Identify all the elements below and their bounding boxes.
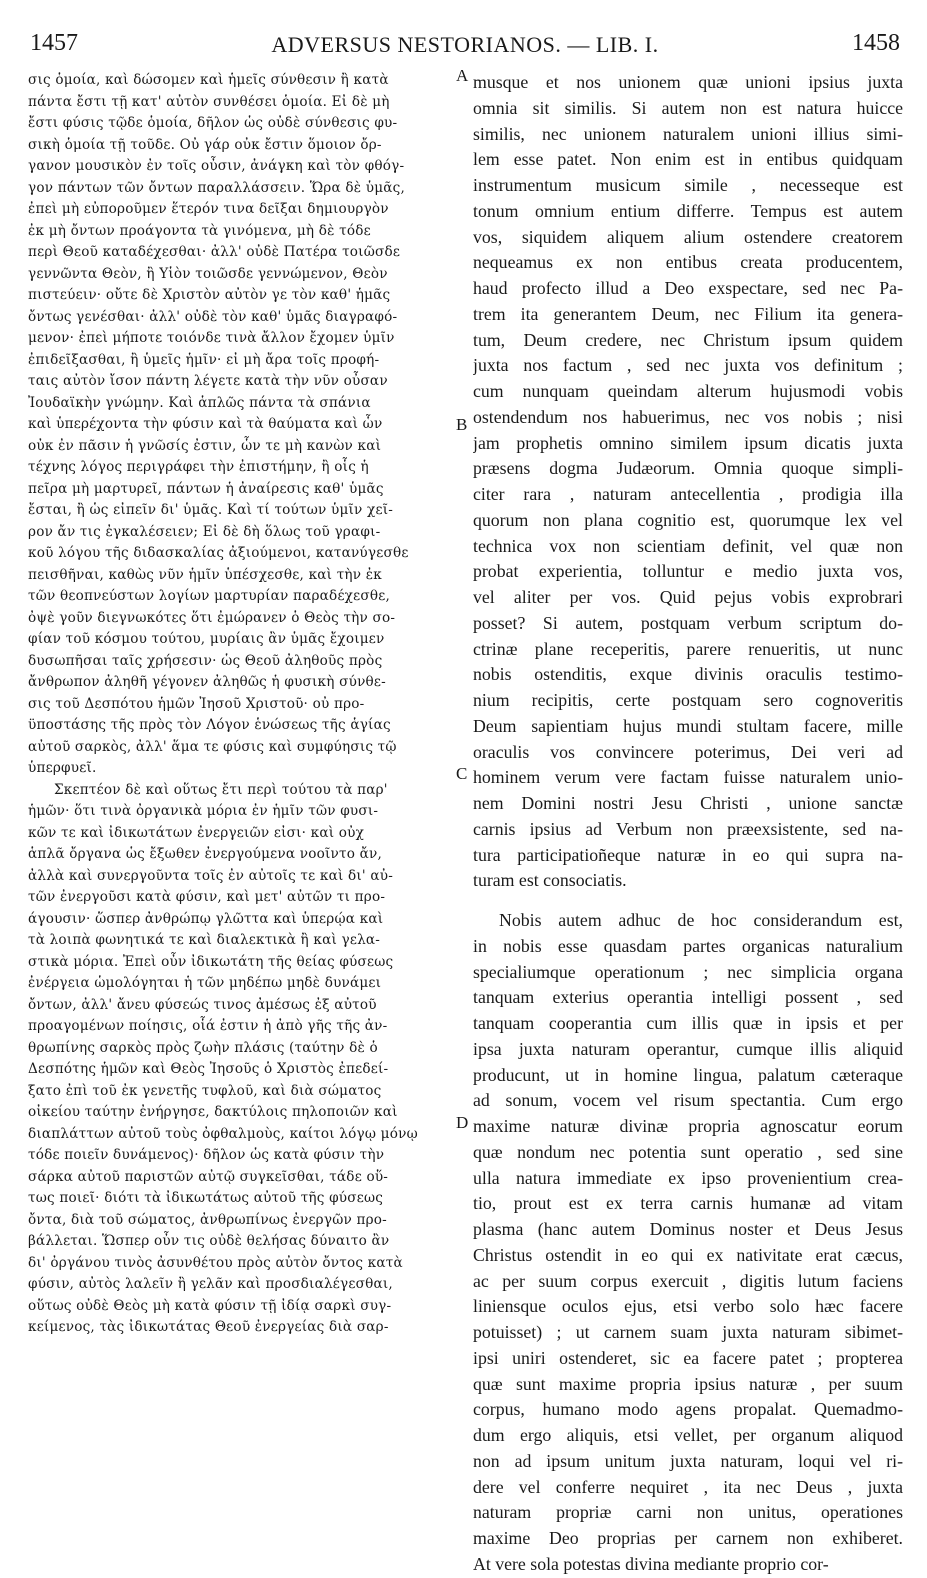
latin-text-line: vel aliter per vos. Quid pejus vobis exprobrari (473, 587, 903, 607)
running-title: ADVERSUS NESTORIANOS. — LIB. I. (271, 32, 659, 57)
greek-text-line: γεννῶντα Θεὸν, ἢ Υἱὸν τοιῶσδε γεννώμενον, Θεὸν (28, 265, 388, 282)
latin-text-line: præsens dogma Judæorum. Omnia quoque simpli- (473, 458, 903, 479)
greek-text-line: πεισθῆναι, καθὼς νῦν ἡμῖν ὑπέσχεσθε, καὶ τὴν ἐκ (28, 566, 382, 583)
greek-column (28, 70, 452, 1339)
greek-text-line: μενον· ἐπεὶ μήποτε τοιόνδε τινὰ ἄλλον ἔχομεν ὑμῖν (28, 330, 395, 346)
latin-text-line: probat experientia, tolluntur e medio juxta vos, (473, 561, 903, 582)
greek-text-line: γον πάντων τῶν ὄντων παραλλάσσειν. Ὥρα δὲ ὑμᾶς, (28, 179, 405, 196)
latin-text-line: nobis ostenditis, exque divinis oraculis testimo- (473, 664, 903, 685)
section-marker-d: D (456, 1113, 469, 1132)
greek-text-line: τως ποιεῖ· διότι τὰ ἰδικωτάτως αὐτοῦ τῆς φύσεως (28, 1190, 384, 1206)
greek-text-line: φύσιν, αὐτὸς λαλεῖν ἢ γελᾶν καὶ προσδιαλέγεσθαι, (28, 1276, 393, 1292)
latin-text-line: tum, Deum credere, nec Christum ipsum quidem (473, 329, 903, 350)
greek-text-line: ἀλλὰ καὶ συνεργοῦντα τοῖς ἐν αὐτοῖς τε καὶ δι' αὐ- (28, 867, 394, 884)
greek-text-line: ξατο ἐπὶ τοῦ ἐκ γενετῆς τυφλοῦ, καὶ διὰ σώματος (28, 1082, 382, 1099)
greek-text-line: θρωπίνης σαρκὸς πρὸς ζωὴν πλάσις (ταύτην δὲ ὁ (28, 1039, 378, 1056)
latin-text-line: quorum non plana cognitio est, quorumque lex vel (473, 509, 903, 530)
greek-text-line: ὄντων, ἀλλ' ἄνευ φύσεώς τινος ἀμέσως ἐξ αὐτοῦ (28, 996, 377, 1013)
latin-text-line: tio, prout est ex terra carnis humanæ ad vitam (473, 1193, 903, 1214)
latin-text-line: ac per suum corpus exercuit , digitis lutum faciens (473, 1270, 903, 1291)
latin-text-line: ipsa juxta naturam operantur, cumque illis aliquid (473, 1038, 903, 1059)
latin-text-line: lem esse patet. Non enim est in entibus quidquam (473, 149, 903, 170)
greek-text-line: γανον μουσικὸν ἐν τοῖς οὖσιν, ἀνάγκη καὶ τὸν φθόγ- (28, 158, 405, 174)
greek-text-line: ἁπλᾶ ὄργανα ὡς ἔξωθεν ἐνεργούμενα νοοῖντο ἄν, (28, 846, 382, 862)
latin-text-line: maxime Deo proprias per carnem non exhiberet. (473, 1528, 903, 1548)
latin-text-line: in nobis esse quasdam partes organicas naturalium (473, 935, 903, 956)
latin-text-line: turam est consociatis. (473, 870, 627, 891)
latin-text-line: Nobis autem adhuc de hoc considerandum est, (499, 910, 903, 930)
latin-text-line: ipsi uniri ostenderet, sic ea facere patet ; propterea (473, 1347, 903, 1368)
latin-text-line: liniensque oculos ejus, etsi verbo solo hæc facere (473, 1296, 903, 1317)
greek-text-line: δυσωπῆσαι ταῖς χρήσεσιν· ὡς Θεοῦ ἀληθοῦς πρὸς (28, 652, 383, 669)
latin-text-line: instrumentum musicum simile , necesseque est (473, 175, 903, 195)
greek-text-line: βάλλεται. Ὥσπερ οὖν τις οὐδὲ θελήσας δύναιτο ἂν (28, 1233, 390, 1249)
page-number-left: 1457 (30, 30, 78, 56)
latin-text-line: citer rara , naturam antecellentia , prodigia illa (473, 484, 903, 504)
greek-text-line: Δεσπότης ἡμῶν καὶ Θεὸς Ἰησοῦς ὁ Χριστὸς ἐπεδεί- (28, 1061, 389, 1077)
greek-text-line: Σκεπτέον δὲ καὶ οὕτως ἔτι περὶ τούτου τὰ παρ' (54, 781, 388, 798)
latin-text-line: juxta nos factum , sed nec juxta vos definitum ; (473, 355, 903, 376)
latin-text-line: ad sonum, vocem vel risum spectantia. Cum ergo (473, 1090, 903, 1111)
greek-text-line: σις τοῦ Δεσπότου ἡμῶν Ἰησοῦ Χριστοῦ· οὐ προ- (28, 695, 365, 712)
latin-text-line: non ad ipsum unitum juxta naturam, loqui vel ri- (473, 1450, 903, 1471)
greek-text-line: οὕτως οὐδὲ Θεὸς μὴ κατὰ φύσιν τῇ ἰδίᾳ σαρκὶ συγ- (28, 1297, 392, 1314)
latin-text-line: nem Domini nostri Jesu Christi , unione sanctæ (473, 793, 903, 813)
greek-text-line: τόδε ποιεῖν δυνάμενος)· δῆλον ὡς κατὰ φύσιν τὴν (28, 1147, 385, 1163)
greek-text-line: πάντα ἔστι τῇ κατ' αὐτὸν συνθέσει ὁμοία. Εἰ δὲ μὴ (28, 93, 390, 110)
greek-text-line: πεῖρα μὴ μαρτυρεῖ, πάντων ἡ ἀναίρεσις καθ' ὑμᾶς (28, 480, 384, 497)
section-marker-b: B (456, 415, 468, 434)
latin-text-line: similis, nec unionem naturalem unioni illius simi- (473, 123, 903, 144)
greek-text-line: τέχνης λόγος περιγράφει τὴν ἐπιστήμην, ἢ οἷς ἡ (28, 459, 369, 475)
greek-text-line: ἔστι φύσις τῷδε ὁμοία, δῆλον ὡς οὐδὲ σύνθεσις φυ- (28, 115, 398, 131)
latin-text-line: Christus ostendit in eo qui ex nativitate erat cæcus, (473, 1244, 903, 1265)
latin-text-line: vos, siquidem aliquem alium ostendere creatorem (473, 226, 903, 247)
greek-text-line: σάρκα αὐτοῦ παριστῶν αὐτῷ συγκεῖσθαι, τάδε οὕ- (28, 1168, 389, 1185)
latin-text-line: haud profecto illud a Deo exspectare, sed nec Pa- (473, 278, 903, 298)
latin-text-line: carnis ipsius ad Verbum non præexsistente, sed na- (473, 818, 903, 839)
greek-text-line: κῶν τε καὶ ἰδικωτάτων ἐνεργειῶν εἰσι· καὶ οὐχ (28, 824, 365, 841)
latin-text-line: naturam propriæ carni non unitus, operationes (473, 1502, 903, 1523)
latin-text-line: jam prophetis omnino similem ipsum dicatis juxta (473, 432, 903, 453)
greek-text-line: κοῦ λόγου τῆς διδασκαλίας ἀξιούμενοι, κατανύγεσθε (28, 545, 409, 561)
latin-text-line: ctrinæ plane receperitis, parere renueritis, ut nunc (473, 638, 903, 659)
greek-text-line: προαγομένων ποίησις, οἷά ἐστιν ἡ ἀπὸ γῆς τῆς ἀν- (28, 1018, 388, 1034)
latin-text-line: At vere sola potestas divina mediante proprio cor- (473, 1553, 829, 1574)
latin-text-line: nequeamus ex non entibus creata producentem, (473, 252, 903, 273)
latin-text-line: potuisset) ; ut carnem suam juxta naturam sibimet- (473, 1322, 903, 1342)
latin-text-line: Deum sapientiam hujus mundi stultam facere, mille (473, 715, 903, 736)
greek-text-line: ὄντα, διὰ τοῦ σώματος, ἀνθρωπίνως ἐνεργῶν προ- (28, 1211, 387, 1228)
greek-text-line: ἐνέργεια ὡμολόγηται ἡ τῶν μηδέπω μηδὲ δυνάμει (28, 975, 382, 991)
greek-text-line: ἐκ μὴ ὄντων προάγοντα τὰ γινόμενα, μὴ δὲ τόδε (28, 222, 371, 239)
greek-text-line: ἐπεὶ μὴ εὐποροῦμεν ἕτερόν τινα δεῖξαι δημιουργὸν (28, 201, 389, 217)
latin-text-line: corpus, humano modo agens propalat. Quemadmo- (473, 1399, 903, 1420)
page-number-right: 1458 (852, 30, 900, 56)
latin-text-line: tanquam exterius operantia intelligi possent , sed (473, 987, 903, 1008)
latin-text-line: posset? Si autem, postquam verbum scriptum do- (473, 612, 903, 633)
greek-text-line: ϋποστάσης τῆς πρὸς τὸν Λόγον ἑνώσεως τῆς ἁγίας (28, 717, 391, 733)
greek-text-line: σικὴ ὁμοία τῇ τοῦδε. Οὐ γάρ οὐκ ἔστιν ὅμοιον ὄρ- (28, 136, 382, 153)
greek-text-line: Ἰουδαϊκὴν γνώμην. Καὶ ἁπλῶς πάντα τὰ σπάνια (28, 394, 371, 411)
greek-text-line: οὐκ ἐν πᾶσιν ἡ γνῶσίς ἐστιν, ὧν τε μὴ κανὼν καὶ (28, 437, 382, 454)
section-marker-c: C (456, 764, 468, 783)
latin-text-line: musque et nos unionem quæ unioni ipsius juxta (473, 72, 903, 92)
latin-text-line: dum ergo aliquis, etsi vellet, per organum aliquod (473, 1425, 903, 1445)
greek-text-line: περὶ Θεοῦ καταδέχεσθαι· ἀλλ' οὐδὲ Πατέρα τοιῶσδε (28, 244, 401, 260)
greek-text-line: ἔσται, ἢ ὡς εἰπεῖν δι' ὑμᾶς. Καὶ τί τούτων ὑμῖν χεῖ- (28, 502, 394, 518)
latin-text-line: ulla natura immediate ex ipso provenientium crea- (473, 1167, 903, 1188)
greek-text-line: σις ὁμοία, καὶ δώσομεν καὶ ἡμεῖς σύνθεσιν ἢ κατὰ (28, 72, 389, 88)
greek-text-line: τῶν θεοπνεύστων λογίων μαρτυρίαν παραδέχεσθε, (28, 588, 390, 604)
greek-text-line: ταις αὐτὸν ἴσον πάντη λέγετε κατὰ τὴν νῦν οὖσαν (28, 373, 388, 389)
running-header (30, 30, 900, 60)
greek-text-line: στικὰ μόρια. Ἐπεὶ οὖν ἰδικωτάτη τῆς θείας φύσεως (28, 953, 394, 970)
greek-text-line: οἰκείου ταύτην ἐνήργησε, δακτύλοις πηλοποιῶν καὶ (28, 1104, 398, 1120)
latin-text-line: cum nunquam queindam alterum hujusmodi vobis (473, 381, 903, 401)
latin-text-line: plasma (hanc autem Dominus noster et Deus Jesus (473, 1219, 903, 1239)
greek-text-line: δι' ὀργάνου τινὸς ἀσυνθέτου πρὸς αὐτὸν ὄντος κατὰ (28, 1254, 403, 1271)
latin-column (473, 70, 903, 1578)
latin-text-line: tura participatioñeque naturæ in eo qui supra na- (473, 844, 903, 865)
latin-text-line: quæ nondum nec potentia sunt operatio , sed sine (473, 1141, 903, 1162)
latin-text-line: trem ita generantem Deum, nec Filium ita genera- (473, 303, 903, 324)
latin-text-line: omnia sit similis. Si autem non est natura huicce (473, 97, 903, 118)
greek-text-line: ἐπιδεῖξασθαι, ἢ ὑμεῖς ἡμῖν· εἰ μὴ ἄρα τοῖς προφή- (28, 351, 380, 368)
latin-text-line: quæ sunt maxime propria ipsius naturæ , per suum (473, 1373, 903, 1394)
latin-text-line: producunt, ut in homine lingua, palatum cæteraque (473, 1064, 903, 1085)
greek-text-line: άγουσιν· ὥσπερ ἀνθρώπῳ γλῶττα καὶ ὑπερῴα καὶ (28, 910, 384, 927)
greek-text-line: τῶν ἐνεργοῦσι κατὰ φύσιν, καὶ μετ' αὐτῶν τι προ- (28, 889, 386, 905)
latin-text-line: hominem verum vere factam fuisse naturalem unio- (473, 767, 903, 788)
latin-text-line: oraculis vos convincere poterimus, Dei veri ad (473, 741, 903, 762)
greek-text-line: αὐτοῦ σαρκὸς, ἀλλ' ἅμα τε φύσις καὶ συμφύησις τῷ (28, 738, 397, 755)
greek-text-line: καὶ ὑπερέχοντα τὴν φύσιν καὶ τὰ θαύματα καὶ ὧν (28, 416, 383, 432)
greek-text-line: ὀψὲ γοῦν διεγνωκότες ὅτι ἐμώρανεν ὁ Θεὸς τὴν σο- (28, 609, 396, 626)
latin-text-line: technica vox non scientiam definit, vel quæ non (473, 535, 903, 556)
latin-text-line: tanquam cooperantia cum illis quæ in ipsis et per (473, 1013, 903, 1033)
latin-text-line: ostendendum nos habuerimus, nec vos nobis ; nisi (473, 406, 903, 427)
greek-text-line: διαπλάττων αὐτοῦ τοὺς ὀφθαλμοὺς, καίτοι λόγῳ μόνῳ (28, 1125, 418, 1142)
paragraph-gap (473, 894, 903, 908)
section-marker-a: A (456, 66, 469, 85)
latin-text-line: dere vel conferre nequiret , ita nec Deus , juxta (473, 1476, 903, 1497)
greek-text-line: κείμενος, τὰς ἰδικωτάτας Θεοῦ ἐνεργείας διὰ σαρ- (28, 1319, 389, 1335)
latin-text-line: tonum omnium entium differre. Tempus est autem (473, 200, 903, 221)
greek-text-line: ἡμῶν· ὅτι τινὰ ὀργανικὰ μόρια ἐν ἡμῖν τῶν φυσι- (28, 803, 379, 819)
latin-text-line: specialiumque operationum ; nec simplicia organa (473, 961, 903, 982)
greek-text-line: φίαν τοῦ κόσμου τούτου, μυρίαις ἂν ὑμᾶς ἔχοιμεν (28, 631, 385, 647)
greek-text-line: ὑπερφυεῖ. (28, 760, 97, 776)
greek-text-line: ρον ἄν τις ἐγκαλέσειεν; Εἰ δὲ δὴ ὅλως τοῦ γραφι- (28, 523, 381, 540)
greek-text-line: ἄνθρωπον ἀληθῆ γέγονεν ἀληθῶς ἡ φυσικὴ σύνθε- (28, 674, 386, 690)
latin-text-line: maxime naturæ divinæ propria agnoscatur eorum (473, 1116, 903, 1136)
greek-text-line: τὰ λοιπὰ φωνητικά τε καὶ διαλεκτικὰ ἢ καὶ γελα- (28, 932, 381, 948)
greek-text-line: ὄντως γενέσθαι· ἀλλ' οὐδὲ τὸν καθ' ὑμᾶς διαγραφό- (28, 308, 398, 325)
latin-text-line: nium recipitis, certe postquam sero cognoveritis (473, 690, 903, 710)
greek-text-line: πιστεύειν· οὔτε δὲ Χριστὸν αὐτὸν γε τὸν καθ' ἡμᾶς (28, 287, 391, 303)
